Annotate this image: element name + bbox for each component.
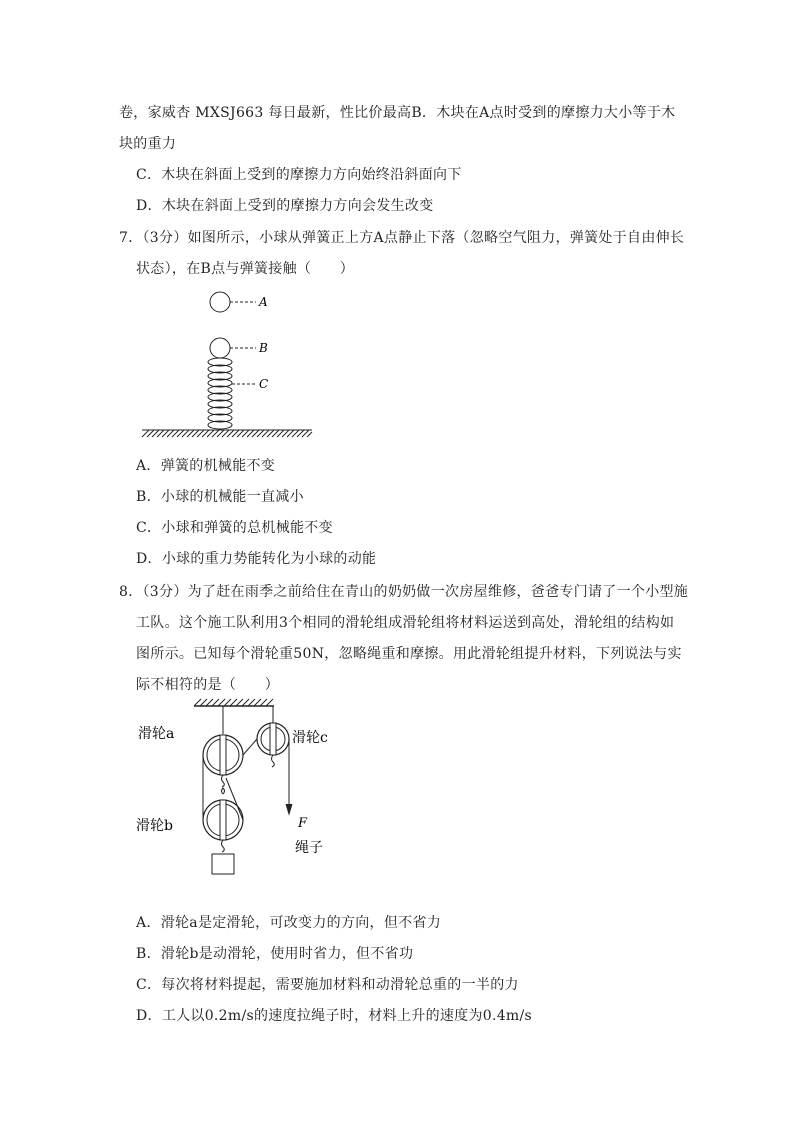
q6-option-d: D．木块在斜面上受到的摩擦力方向会发生改变 <box>136 198 434 214</box>
pulley-system-figure <box>130 696 350 908</box>
q7-stem-line1: 7．（3分）如图所示，小球从弹簧正上方A点静止下落（忽略空气阻力，弹簧处于自由伸长 <box>119 230 685 246</box>
q7-option-a: A．弹簧的机械能不变 <box>136 458 276 474</box>
label-b: B <box>259 341 268 355</box>
label-a: A <box>259 295 268 309</box>
force-arrow <box>286 804 292 814</box>
ball-at-a <box>210 292 230 312</box>
q7-stem-line2: 状态），在B点与弹簧接触（ ） <box>136 261 355 277</box>
pulley-b <box>203 788 243 852</box>
q8-stem-line2: 工队。这个施工队利用3个相同的滑轮组成滑轮组将材料运送到高处，滑轮组的结构如 <box>136 615 675 631</box>
ceiling <box>194 699 274 706</box>
label-force-f: F <box>298 816 308 831</box>
label-pulley-c: 滑轮c <box>292 730 328 746</box>
ground <box>142 430 312 437</box>
spring <box>208 358 232 429</box>
label-pulley-b: 滑轮b <box>136 818 173 834</box>
spring-ball-figure <box>130 282 330 442</box>
q6-option-b-line1: 卷，家威杏 MXSJ663 每日最新，性比价最高B．木块在A点时受到的摩擦力大小等于木 <box>119 105 676 121</box>
q8-stem-line4: 际不相符的是（ ） <box>136 677 279 693</box>
q6-option-b-line2: 块的重力 <box>119 136 177 152</box>
pulley-c <box>257 723 289 767</box>
label-pulley-a: 滑轮a <box>138 726 175 742</box>
q7-option-b: B．小球的机械能一直减小 <box>136 489 304 505</box>
q8-option-d: D．工人以0.2m/s的速度拉绳子时，材料上升的速度为0.4m/s <box>136 1008 533 1024</box>
pulley-a <box>203 735 243 787</box>
ball-at-b <box>210 338 230 358</box>
q8-stem-line3: 图所示。已知每个滑轮重50N，忽略绳重和摩擦。用此滑轮组提升材料，下列说法与实 <box>136 646 682 662</box>
label-c: C <box>259 377 269 391</box>
q8-option-a: A．滑轮a是定滑轮，可改变力的方向，但不省力 <box>136 915 442 931</box>
q7-option-c: C．小球和弹簧的总机械能不变 <box>136 520 333 536</box>
q7-option-d: D．小球的重力势能转化为小球的动能 <box>136 551 377 567</box>
q6-option-c: C．木块在斜面上受到的摩擦力方向始终沿斜面向下 <box>136 167 462 183</box>
q8-stem-line1: 8．（3分）为了赶在雨季之前给住在青山的奶奶做一次房屋维修，爸爸专门请了一个小型施 <box>119 584 689 600</box>
label-rope: 绳子 <box>295 840 323 856</box>
load-block <box>212 854 234 874</box>
q8-option-b: B．滑轮b是动滑轮，使用时省力，但不省功 <box>136 946 414 962</box>
q8-option-c: C．每次将材料提起，需要施加材料和动滑轮总重的一半的力 <box>136 977 519 993</box>
